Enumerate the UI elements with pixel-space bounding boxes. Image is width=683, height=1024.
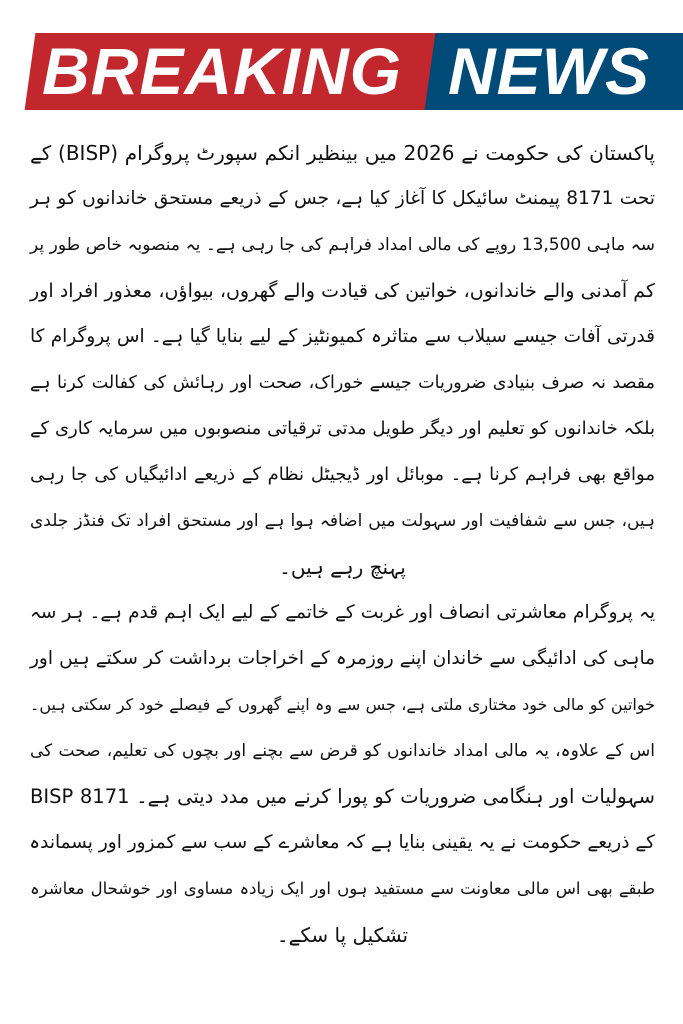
- text-line: ہیں، جس سے شفافیت اور سہولت میں اضافہ ہوا ہے اور مستحق افراد تک فنڈز جلدی: [30, 511, 655, 531]
- text-line: پہنچ رہے ہیں۔: [279, 555, 406, 579]
- text-line: پاکستان کی حکومت نے 2026 میں بینظیر انکم سپورٹ پروگرام (BISP) کے: [30, 141, 656, 165]
- text-line: سہولیات اور ہنگامی ضروریات کو پورا کرنے میں مدد دیتی ہے۔ BISP 8171: [30, 785, 655, 808]
- text-line: بلکہ خاندانوں کو تعلیم اور دیگر طویل مدتی ترقیاتی منصوبوں میں سرمایہ کاری کے: [30, 418, 655, 439]
- text-line: طبقے بھی اس مالی معاونت سے مستفید ہوں اور ایک زیادہ مساوی اور خوشحال معاشرہ: [30, 879, 655, 898]
- text-line: مواقع بھی فراہم کرنا ہے۔ موبائل اور ڈیجیٹل نظام کے ذریعے ادائیگیاں کی جا رہی: [30, 464, 655, 485]
- text-line: قدرتی آفات جیسے سیلاب سے متاثرہ کمیونٹیز کے لیے بنایا گیا ہے۔ اس پروگرام کا: [30, 326, 655, 347]
- paragraph-2: [30, 590, 655, 958]
- text-line: سہ ماہی 13,500 روپے کی مالی امداد فراہم کی جا رہی ہے۔ یہ منصوبہ خاص طور پر: [30, 235, 655, 255]
- text-line: مقصد نہ صرف بنیادی ضروریات جیسے خوراک، صحت اور رہائش کی کفالت کرنا ہے: [30, 373, 655, 393]
- text-line: ماہی کی ادائیگی سے خاندان اپنے روزمرہ کے اخراجات برداشت کر سکتے ہیں اور: [30, 648, 655, 669]
- text-line: اس کے علاوہ، یہ مالی امداد خاندانوں کو قرض سے بچنے اور بچوں کی تعلیم، صحت کی: [30, 741, 655, 761]
- text-line: یہ پروگرام معاشرتی انصاف اور غربت کے خاتمے کے لیے ایک اہم قدم ہے۔ ہر سہ: [30, 602, 655, 623]
- paragraph-1: [30, 130, 655, 590]
- text-line: خواتین کو مالی خود مختاری ملتی ہے، جس سے وہ اپنے گھروں کے فیصلے خود کر سکتی ہیں۔: [30, 695, 655, 714]
- text-line: کم آمدنی والے خاندانوں، خواتین کی قیادت والے گھروں، بیواؤں، معذور افراد اور: [30, 280, 655, 302]
- text-line: تشکیل پا سکے۔: [276, 923, 409, 947]
- text-line: تحت 8171 پیمنٹ سائیکل کا آغاز کیا ہے، جس کے ذریعے مستحق خاندانوں کو ہر: [30, 188, 656, 209]
- article-body: [30, 130, 655, 958]
- breaking-news-banner: [0, 33, 683, 110]
- banner-word-news: NEWS: [448, 34, 650, 108]
- banner-word-breaking: BREAKING: [42, 34, 403, 108]
- text-line: کے ذریعے حکومت نے یہ یقینی بنایا ہے کہ معاشرے کے سب سے کمزور اور پسماندہ: [29, 832, 655, 853]
